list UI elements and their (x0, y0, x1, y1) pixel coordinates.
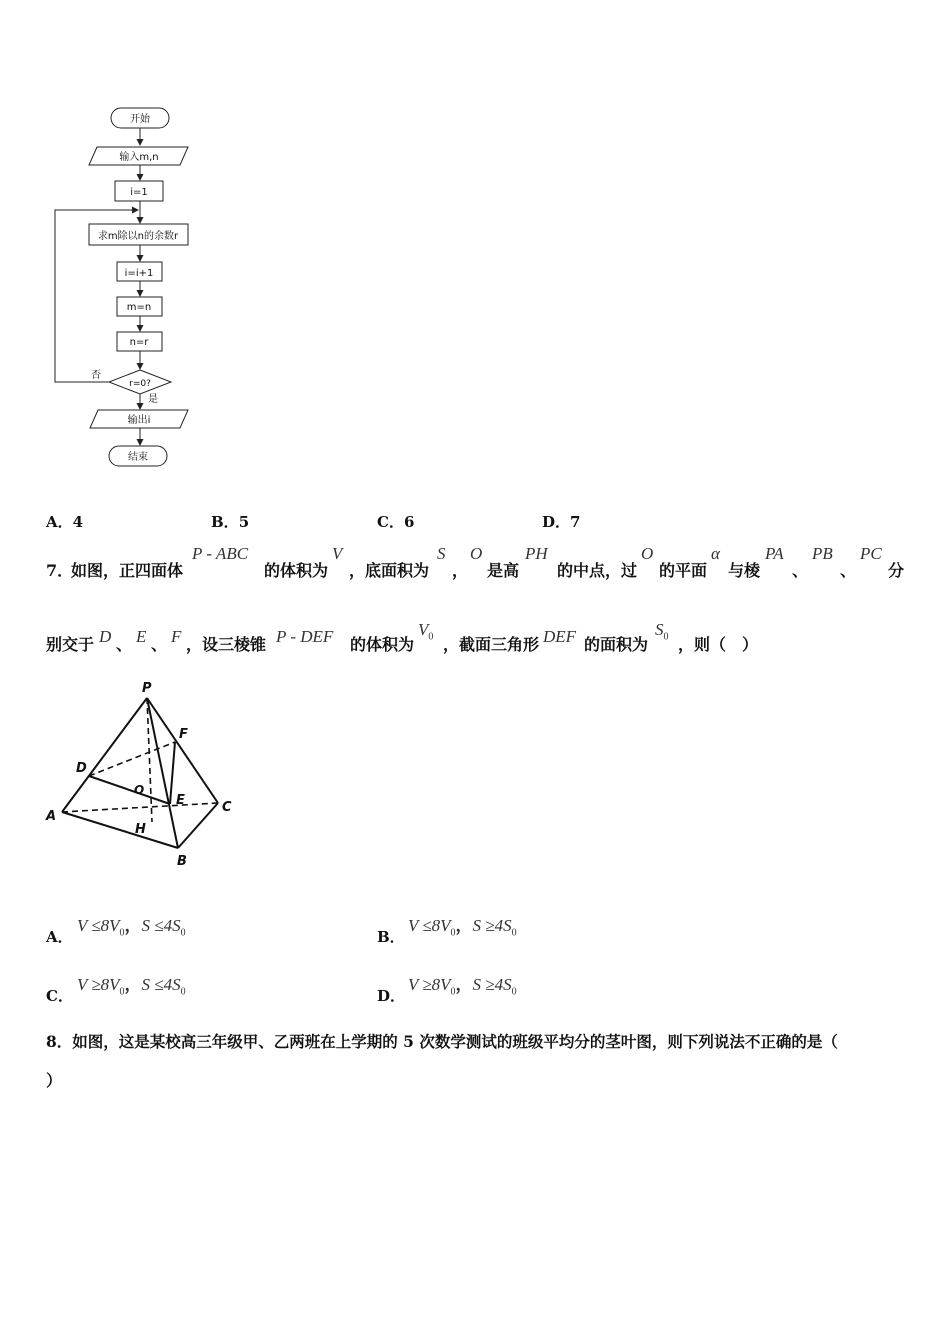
q7-l2-t8: ，则（ ） (678, 635, 759, 654)
q7-t7: 的平面 (659, 561, 708, 580)
label-O: O (134, 783, 145, 797)
label-A: A (46, 809, 57, 824)
label-F: F (179, 727, 188, 742)
q7-l2-t4: ，设三棱锥 (186, 635, 267, 654)
q7-l2-m7: $S_0$ (655, 620, 669, 643)
q7-option-c-expr: $V \ge 8V_0$，$S \le 4S_0$ (77, 975, 186, 998)
start-text: 开始 (130, 114, 150, 125)
q6-option-c[interactable]: C．6 (377, 513, 415, 531)
q7-t4: ， (452, 561, 469, 580)
q7-l2-m5: $V_0$ (418, 620, 434, 643)
q6-option-b[interactable]: B．5 (211, 513, 250, 531)
q7-m1: P - ABC (192, 544, 249, 563)
q7-t8: 与棱 (728, 561, 761, 580)
output-text: 输出i (127, 415, 151, 426)
label-E: E (176, 793, 185, 808)
edge-BC (178, 803, 218, 848)
q7-option-b-expr: $V \le 8V_0$，$S \ge 4S_0$ (408, 916, 517, 939)
q7-t6: 的中点，过 (557, 561, 638, 580)
init-text: i=1 (130, 187, 148, 198)
q7-t11: 分 (888, 561, 905, 580)
yes-label: 是 (148, 394, 158, 405)
condition-text: r=0? (129, 379, 151, 389)
q7-t2: 的体积为 (264, 561, 329, 580)
q7-m3: S (437, 544, 446, 563)
q7-t10: 、 (840, 561, 857, 580)
q6-option-d[interactable]: D．7 (542, 513, 581, 531)
label-P: P (142, 681, 152, 696)
q7-l2-t3: 、 (151, 635, 168, 654)
q8-text-line2: ） (46, 1071, 63, 1090)
label-H: H (135, 822, 146, 837)
q6-option-a[interactable]: A．4 (46, 513, 84, 531)
q7-option-a-label: A． (46, 928, 73, 946)
input-text: 输入m,n (119, 152, 159, 163)
increment-text: i=i+1 (124, 268, 154, 279)
q7-t1: 如图，正四面体 (71, 561, 184, 580)
q7-m5: PH (525, 544, 548, 563)
q7-l2-m2: E (136, 627, 147, 646)
q7-l2-t7: 的面积为 (584, 635, 649, 654)
q7-t5: 是高 (487, 561, 520, 580)
q7-number: 7． (46, 561, 74, 580)
q7-l2-t2: 、 (116, 635, 133, 654)
q7-m8: PA (765, 544, 784, 563)
q7-m7: α (711, 544, 720, 563)
end-text: 结束 (128, 452, 148, 463)
q7-option-d-label: D． (377, 987, 406, 1005)
no-label: 否 (91, 370, 101, 381)
label-D: D (76, 761, 87, 776)
q7-l2-m6: DEF (543, 627, 577, 646)
edge-AC (62, 803, 218, 812)
q7-option-d-expr: $V \ge 8V_0$，$S \ge 4S_0$ (408, 975, 517, 998)
section-DE (89, 776, 170, 804)
flowchart (0, 0, 230, 480)
remainder-text: 求m除以n的余数r (97, 231, 179, 242)
q7-l2-t6: ，截面三角形 (443, 635, 540, 654)
assign-m-text: m=n (126, 302, 152, 313)
assign-n-text: n=r (129, 337, 149, 348)
q7-option-a-expr: $V \le 8V_0$，$S \le 4S_0$ (77, 916, 186, 939)
q7-option-b-label: B． (377, 928, 405, 946)
q7-option-c-label: C． (46, 987, 73, 1005)
q7-l2-m1: D (99, 627, 112, 646)
q8-text-line1: 8．如图，这是某校高三年级甲、乙两班在上学期的 5 次数学测试的班级平均分的茎叶图，则下列说法不正确的是（ (46, 1032, 838, 1051)
q7-m9: PB (812, 544, 833, 563)
section-EF (170, 742, 175, 804)
tetrahedron-figure (30, 670, 250, 880)
q7-t3: ，底面积为 (349, 561, 430, 580)
q7-m6: O (641, 544, 654, 563)
q7-l2-t5: 的体积为 (350, 635, 415, 654)
label-B: B (177, 854, 187, 869)
q7-m4: O (470, 544, 483, 563)
q7-m2: V (332, 544, 343, 563)
q7-t9: 、 (792, 561, 809, 580)
label-C: C (222, 800, 232, 815)
q7-l2-m4: P - DEF (276, 627, 334, 646)
q7-m10: PC (860, 544, 882, 563)
q7-l2-t1: 别交于 (46, 635, 95, 654)
edge-AB (62, 812, 178, 848)
q7-l2-m3: F (171, 627, 182, 646)
